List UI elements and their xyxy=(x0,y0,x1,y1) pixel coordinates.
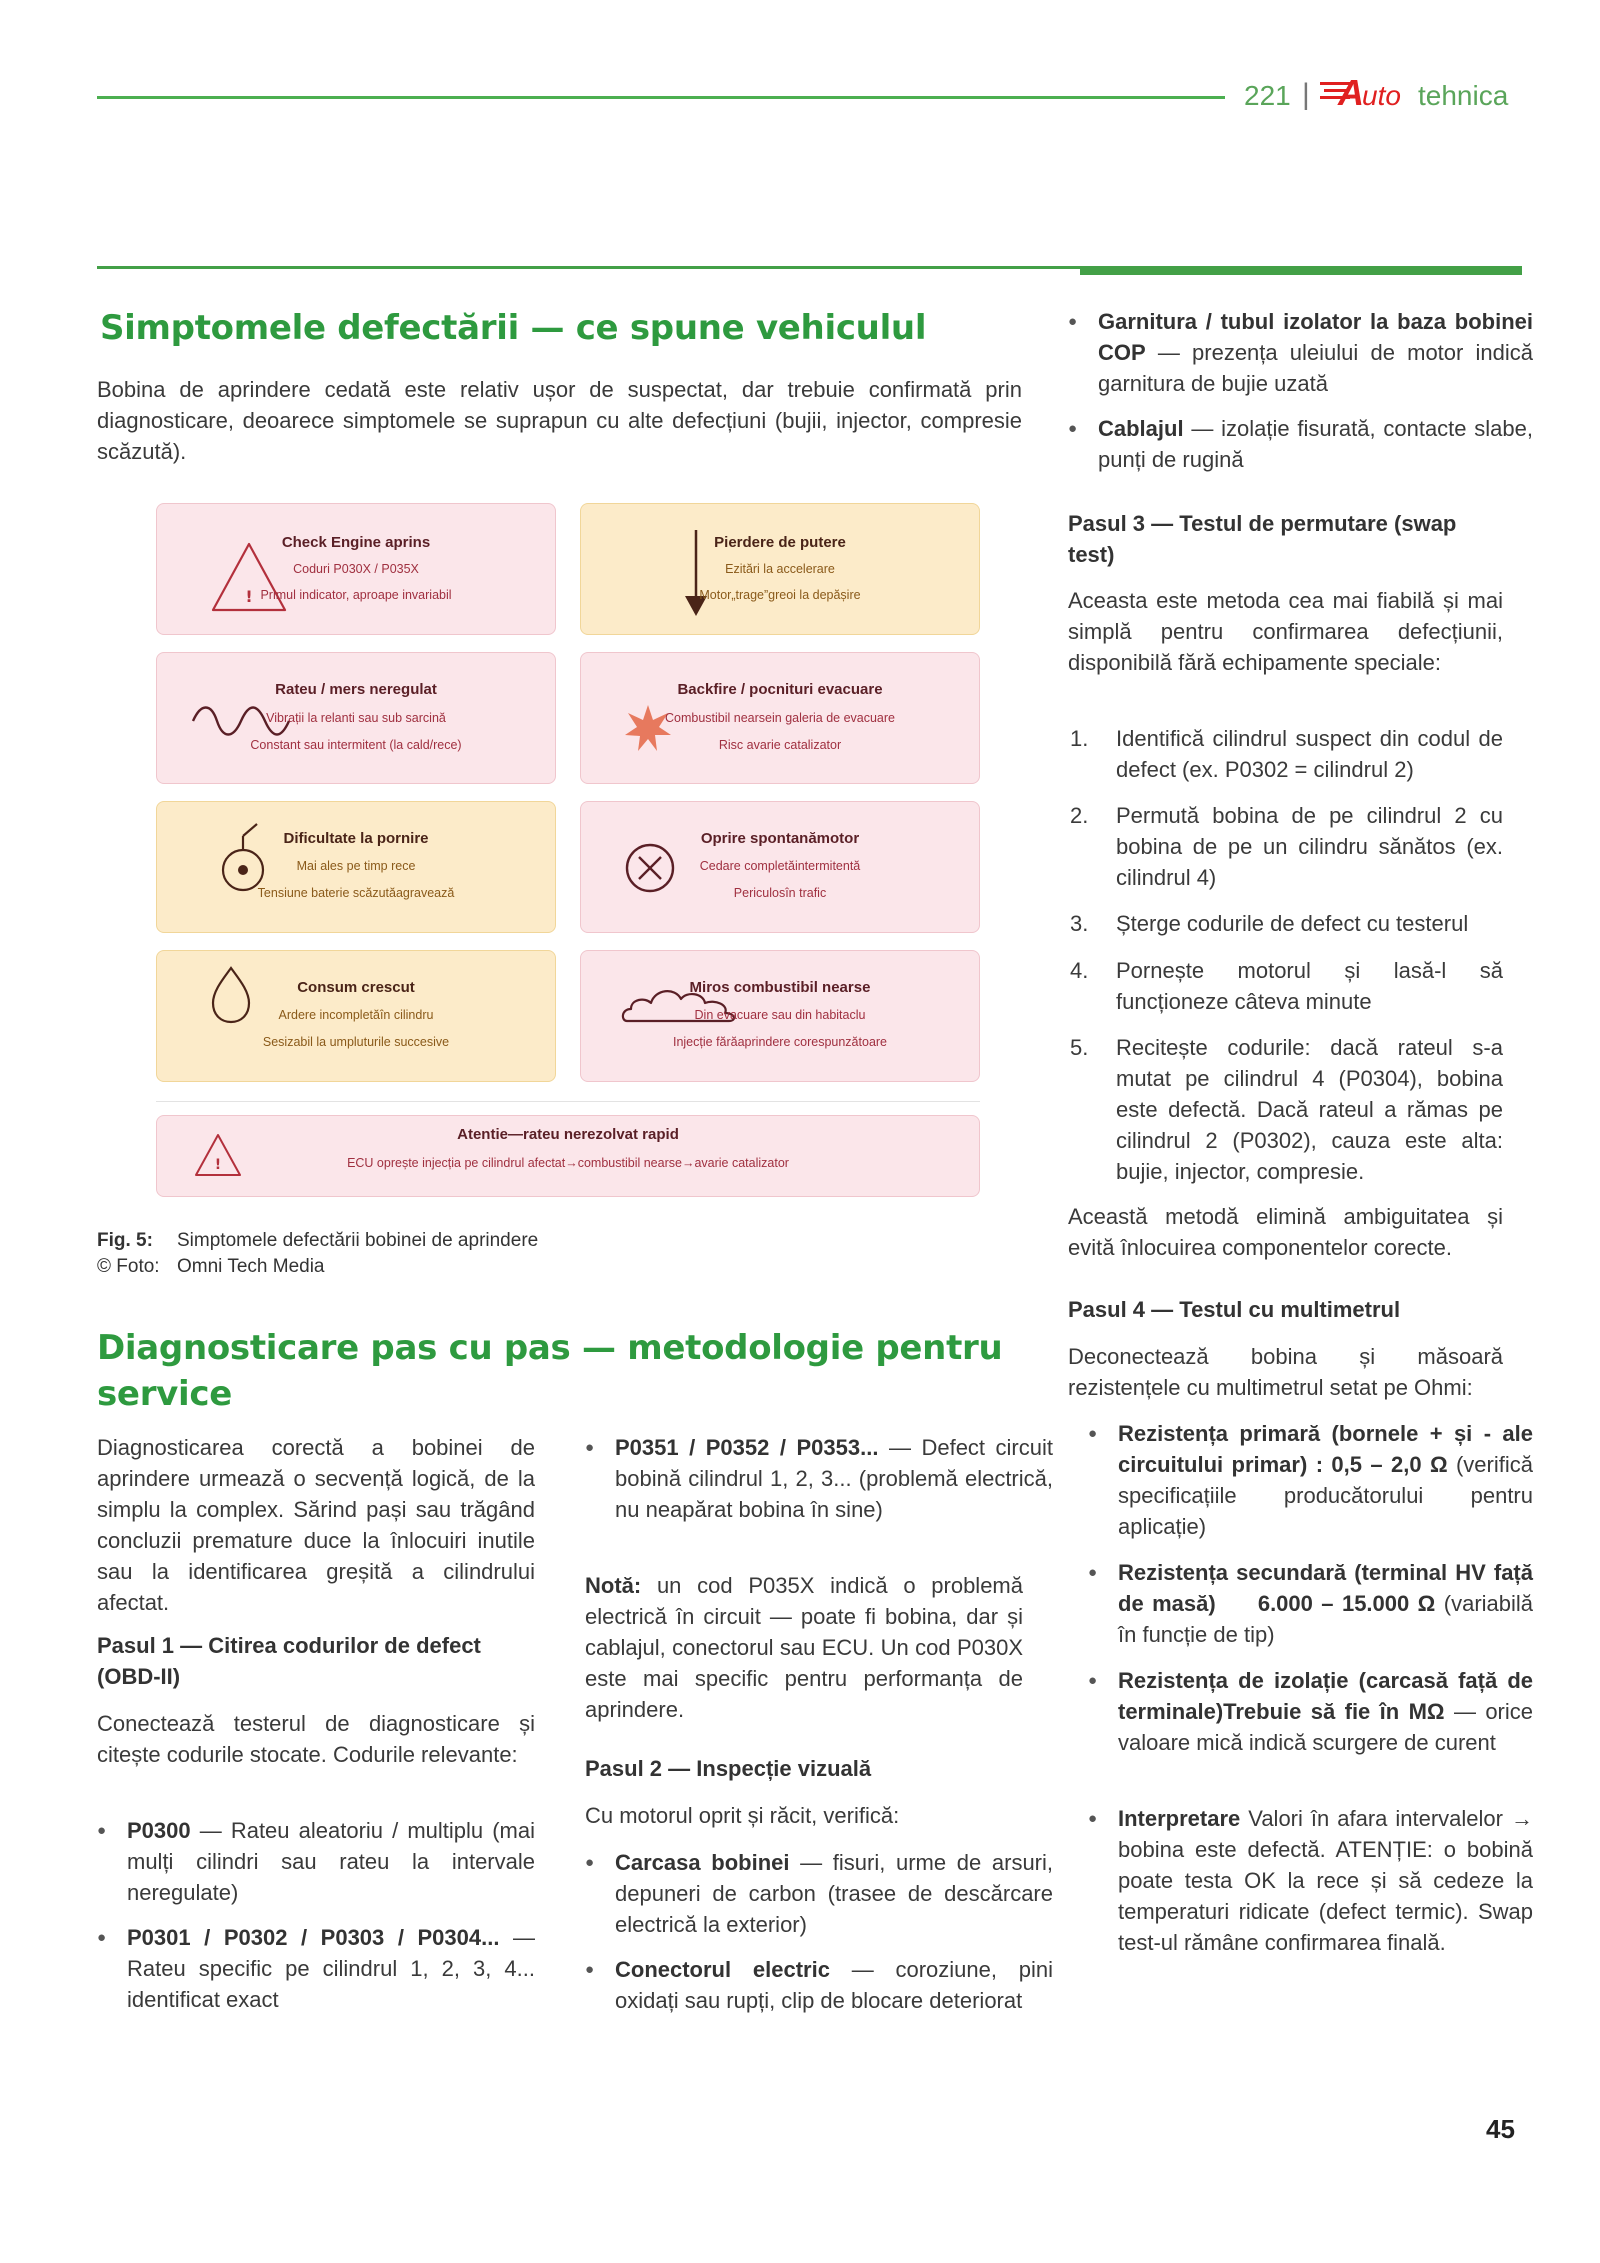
swap-step: 4. Pornește motorul și lasă-l să funcționeze câteva minute xyxy=(1070,958,1503,1014)
page-number: 45 xyxy=(1486,2114,1515,2144)
header-separator: | xyxy=(1302,78,1310,111)
symptom-card-hard-start: Dificultate la pornire Mai ales pe timp rece Tensiune baterie scăzutăagravează xyxy=(156,801,556,933)
symptom-card-backfire: Backfire / pocnituri evacuare Combustibil nearsein galeria de evacuare Risc avarie catalizator xyxy=(580,652,980,784)
step3-title: Pasul 3 — Testul de permutare (swap test) xyxy=(1068,511,1457,567)
step4-title: Pasul 4 — Testul cu multimetrul xyxy=(1068,1297,1401,1322)
figure-credit: © Foto: Omni Tech Media xyxy=(97,1256,325,1277)
section-rule-accent xyxy=(1080,266,1522,275)
measurement-item: ● Rezistența secundară (terminal HV față de masă) 6.000 – 15.000 Ω (variabilă în funcție de tip) xyxy=(1088,1557,1533,1650)
symptom-card-check-engine: ! Check Engine aprins Coduri P030X / P035X Primul indicator, aproape invariabil xyxy=(156,503,556,635)
swap-step: 1. Identifică cilindrul suspect din codul de defect (ex. P0302 = cilindrul 2) xyxy=(1070,726,1503,782)
step2-text: Cu motorul oprit și răcit, verifică: xyxy=(585,1803,900,1828)
note-paragraph: Notă: un cod P035X indică o problemă electrică în circuit — poate fi bobina, dar și cablajul, conectorul sau ECU. Un cod P030X este mai specific pentru performanța de aprindere. xyxy=(585,1573,1023,1722)
svg-text:!: ! xyxy=(214,1157,222,1173)
step2-title: Pasul 2 — Inspecție vizuală xyxy=(585,1756,872,1781)
step1-text: Conectează testerul de diagnosticare și citește codurile stocate. Codurile relevante: xyxy=(97,1711,535,1767)
symptoms-intro: Bobina de aprindere cedată este relativ ușor de suspectat, dar trebuie confirmată prin diagnosticare, deoarece simptomele se suprapun cu alte defecțiuni (bujii, injector, compresie scăzută). xyxy=(97,377,1022,464)
step3-after: Această metodă elimină ambiguitatea și evită înlocuirea componentelor corecte. xyxy=(1068,1204,1503,1260)
section-title-symptoms: Simptomele defectării — ce spune vehiculul xyxy=(100,308,927,348)
swap-step: 2. Permută bobina de pe cilindrul 2 cu bobina de pe un cilindru sănătos (ex. cilindrul 4) xyxy=(1070,803,1503,890)
measurement-item: ● Interpretare Valori în afara intervalelor → bobina este defectă. ATENȚIE: o bobină poate testa OK la rece și să cedeze la temperaturi ridicate (defect termic). Swap test-ul rămâne confirmarea finală. xyxy=(1088,1803,1533,1958)
swap-step: 3. Șterge codurile de defect cu testerul xyxy=(1070,911,1469,936)
figure-divider xyxy=(156,1101,980,1102)
figure-caption: Fig. 5: Simptomele defectării bobinei de aprindere xyxy=(97,1230,539,1251)
section-title-diagnostics: Diagnosticare pas cu pas — metodologie pentru service xyxy=(97,1328,1003,1414)
magazine-page-number: 221 xyxy=(1244,80,1291,111)
code-item: ● P0351 / P0352 / P0353... — Defect circuit bobină cilindrul 1, 2, 3... (problemă electrică, nu neapărat bobina în sine) xyxy=(585,1432,1053,1525)
alert-card: ! Atentie—rateu nerezolvat rapid ECU oprește injecția pe cilindrul afectat→combustibil nearse→avarie catalizator xyxy=(156,1115,980,1197)
symptom-card-fuel-smell: Miros combustibil nearse Din evacuare sau din habitaclu Injecție fărăaprindere corespunzătoare xyxy=(580,950,980,1082)
visual-item: ● Conectorul electric — coroziune, pini oxidați sau rupți, clip de blocare deteriorat xyxy=(585,1954,1053,2016)
measurement-item: ● Rezistența primară (bornele + și - ale circuitului primar) : 0,5 – 2,0 Ω (verifică specificațiile producătorului pentru aplicație) xyxy=(1088,1418,1533,1542)
svg-text:!: ! xyxy=(245,587,253,606)
symptom-card-engine-stall: Oprire spontanămotor Cedare completăintermitentă Periculosîn trafic xyxy=(580,801,980,933)
autotehnica-logo: A uto tehnica xyxy=(1320,76,1510,112)
step3-text: Aceasta este metoda cea mai fiabilă și mai simplă pentru confirmarea defecțiunii, disponibilă fără echipamente speciale: xyxy=(1068,588,1503,675)
visual-item: ● Garnitura / tubul izolator la baza bobinei COP — prezența uleiului de motor indică garnitura de bujie uzată xyxy=(1068,306,1533,399)
step1-title: Pasul 1 — Citirea codurilor de defect (OBD-II) xyxy=(97,1633,481,1689)
code-item: ● P0301 / P0302 / P0303 / P0304... — Rateu specific pe cilindrul 1, 2, 3, 4... identificat exact xyxy=(97,1922,535,2015)
symptom-card-consumption: Consum crescut Ardere incompletăîn cilindru Sesizabil la umpluturile succesive xyxy=(156,950,556,1082)
swap-step: 5. Recitește codurile: dacă rateul s-a mutat pe cilindrul 4 (P0304), bobina este defectă. Dacă rateul a rămas pe cilindrul 2 (P0302), cauza este alta: bujie, injector, compresie. xyxy=(1070,1035,1503,1184)
code-item: ● P0300 — Rateu aleatoriu / multiplu (mai mulți cilindri sau rateu la intervale neregulate) xyxy=(97,1815,535,1908)
symptom-card-power-loss: Pierdere de putere Ezitări la accelerare Motor„trage”greoi la depășire xyxy=(580,503,980,635)
warning-triangle-icon xyxy=(209,540,289,614)
step4-text: Deconectează bobina și măsoară rezistențele cu multimetrul setat pe Ohmi: xyxy=(1068,1344,1503,1400)
visual-item: ● Carcasa bobinei — fisuri, urme de arsuri, depuneri de carbon (trasee de descărcare electrică la exterior) xyxy=(585,1847,1053,1940)
visual-item: ● Cablajul — izolație fisurată, contacte slabe, punți de rugină xyxy=(1068,413,1533,475)
diagnostics-intro: Diagnosticarea corectă a bobinei de aprindere urmează o secvență logică, de la simplu la complex. Sărind pași sau trăgând concluzii premature duce la înlocuiri inutile sau la identificarea greșită a cilindrului afectat. xyxy=(97,1435,535,1615)
measurement-item: ● Rezistența de izolație (carcasă față de terminale)Trebuie să fie în MΩ — orice valoare mică indică scurgere de curent xyxy=(1088,1665,1533,1758)
symptom-card-misfire: Rateu / mers neregulat Vibrații la relanti sau sub sarcină Constant sau intermitent (la cald/rece) xyxy=(156,652,556,784)
header-rule xyxy=(97,96,1225,99)
